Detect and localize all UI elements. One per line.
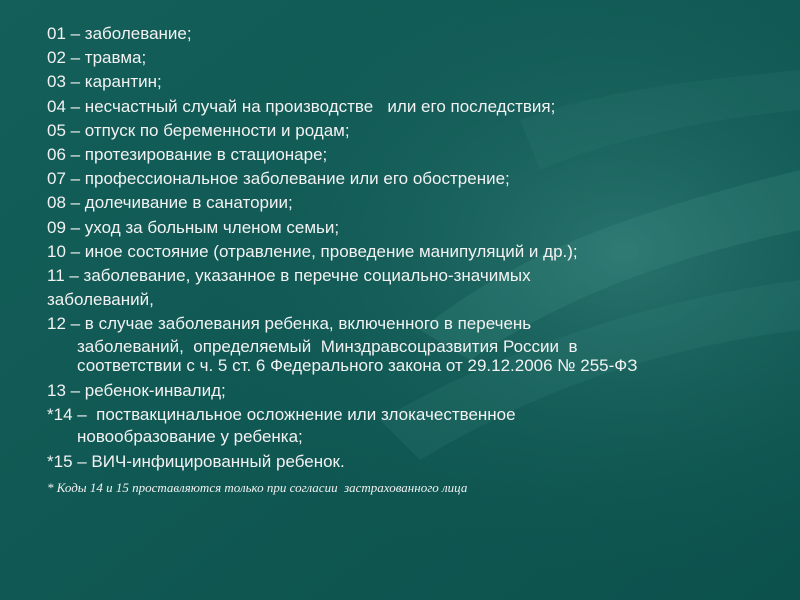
list-item: 06 – протезирование в стационаре; (47, 145, 328, 165)
list-item-12-continuation: заболеваний, определяемый Минздравсоцразвития России в (77, 336, 578, 356)
footnote: * Коды 14 и 15 проставляются только при согласии застрахованного лица (47, 480, 468, 496)
list-item: 11 – заболевание, указанное в перечне социально-значимых (47, 266, 531, 286)
list-item: 08 – долечивание в санатории; (47, 193, 293, 213)
list-item-15: *15 – ВИЧ-инфицированный ребенок. (47, 452, 345, 472)
list-item: 04 – несчастный случай на производстве или его последствия; (47, 96, 556, 116)
list-item-13: 13 – ребенок-инвалид; (47, 380, 226, 400)
list-item: 05 – отпуск по беременности и родам; (47, 120, 350, 140)
list-item-14: *14 – поствакцинальное осложнение или злокачественное (47, 404, 516, 424)
list-item-12-continuation: соответствии с ч. 5 ст. 6 Федерального закона от 29.12.2006 № 255-ФЗ (77, 355, 638, 375)
list-item: 10 – иное состояние (отравление, проведение манипуляций и др.); (47, 241, 578, 261)
list-item: 02 – травма; (47, 48, 147, 68)
list-item: 03 – карантин; (47, 72, 162, 92)
list-item-continuation: заболеваний, (47, 290, 154, 310)
list-item-12: 12 – в случае заболевания ребенка, включенного в перечень (47, 314, 532, 334)
list-item: 07 – профессиональное заболевание или его обострение; (47, 169, 510, 189)
list-item: 09 – уход за больным членом семьи; (47, 217, 340, 237)
code-list (47, 22, 787, 509)
list-item: 01 – заболевание; (47, 24, 192, 43)
list-item-14-continuation: новообразование у ребенка; (77, 427, 303, 447)
